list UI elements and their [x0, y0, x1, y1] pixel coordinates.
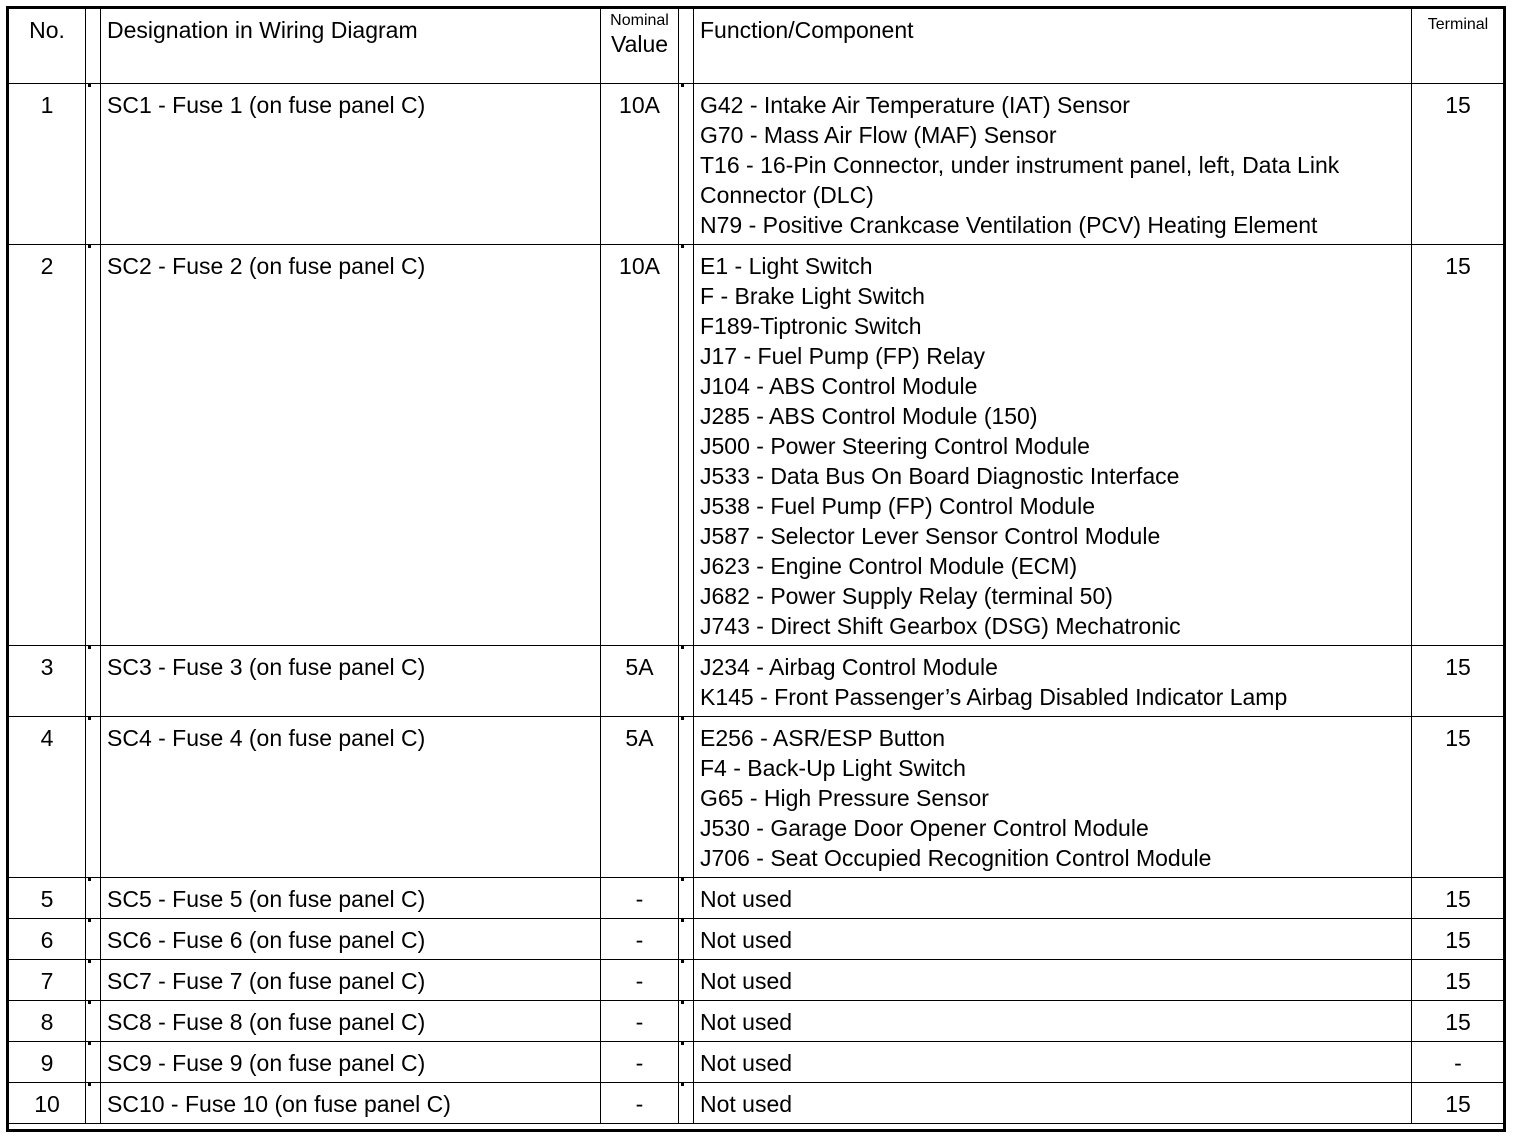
row-terminal: 15 — [1412, 960, 1505, 1001]
row-functions — [694, 646, 1412, 717]
tick-mark — [681, 1083, 684, 1086]
row-nominal-value: - — [601, 1083, 679, 1124]
spacer-cell — [86, 646, 101, 717]
function-item: J623 - Engine Control Module (ECM) — [700, 553, 1078, 579]
table-row — [9, 717, 1505, 878]
tick-mark — [681, 646, 684, 649]
row-terminal: 15 — [1412, 1001, 1505, 1042]
row-nominal-value: - — [601, 1001, 679, 1042]
table-row — [9, 960, 1505, 1001]
tick-mark — [88, 960, 91, 963]
header-spacer — [679, 9, 694, 84]
tick-mark — [88, 878, 91, 881]
row-number: 3 — [9, 646, 86, 717]
function-item: Not used — [700, 927, 793, 953]
function-item: Not used — [700, 1091, 793, 1117]
function-item: F189-Tiptronic Switch — [700, 313, 922, 339]
tick-mark — [681, 717, 684, 720]
header-terminal: Terminal — [1412, 9, 1505, 84]
spacer-cell — [679, 878, 694, 919]
header-spacer — [86, 9, 101, 84]
row-number: 1 — [9, 84, 86, 245]
row-nominal-value: - — [601, 878, 679, 919]
row-functions — [694, 717, 1412, 878]
function-item: Not used — [700, 1050, 793, 1076]
spacer-cell — [86, 878, 101, 919]
spacer-cell — [679, 960, 694, 1001]
spacer-cell — [679, 1083, 694, 1124]
row-functions — [694, 1042, 1412, 1083]
row-nominal-value: 5A — [601, 646, 679, 717]
row-functions — [694, 960, 1412, 1001]
row-number: 10 — [9, 1083, 86, 1124]
header-value-label: Value — [610, 31, 669, 57]
row-terminal: 15 — [1412, 717, 1505, 878]
function-item: J285 - ABS Control Module (150) — [700, 403, 1038, 429]
row-designation: SC8 - Fuse 8 (on fuse panel C) — [101, 1001, 601, 1042]
function-item: E256 - ASR/ESP Button — [700, 725, 946, 751]
table-row — [9, 1083, 1505, 1124]
function-item: T16 - 16-Pin Connector, under instrument panel, left, Data Link Connector (DLC) — [700, 152, 1340, 208]
function-item: J530 - Garage Door Opener Control Module — [700, 815, 1149, 841]
tick-mark — [88, 646, 91, 649]
row-nominal-value: - — [601, 1042, 679, 1083]
row-designation: SC4 - Fuse 4 (on fuse panel C) — [101, 717, 601, 878]
tick-mark — [88, 1001, 91, 1004]
spacer-cell — [679, 646, 694, 717]
function-item: J587 - Selector Lever Sensor Control Module — [700, 523, 1161, 549]
row-number: 8 — [9, 1001, 86, 1042]
function-item: J682 - Power Supply Relay (terminal 50) — [700, 583, 1113, 609]
spacer-cell — [86, 960, 101, 1001]
table-row — [9, 919, 1505, 960]
tick-mark — [88, 919, 91, 922]
function-item: J743 - Direct Shift Gearbox (DSG) Mechatronic — [700, 613, 1181, 639]
function-item: J500 - Power Steering Control Module — [700, 433, 1090, 459]
tick-mark — [681, 84, 684, 87]
function-item: J533 - Data Bus On Board Diagnostic Interface — [700, 463, 1180, 489]
fuse-table — [8, 8, 1505, 1124]
row-designation: SC1 - Fuse 1 (on fuse panel C) — [101, 84, 601, 245]
spacer-cell — [86, 245, 101, 646]
row-terminal: 15 — [1412, 646, 1505, 717]
table-row — [9, 878, 1505, 919]
function-item: K145 - Front Passenger’s Airbag Disabled Indicator Lamp — [700, 684, 1288, 710]
row-terminal: 15 — [1412, 919, 1505, 960]
row-designation: SC5 - Fuse 5 (on fuse panel C) — [101, 878, 601, 919]
table-row — [9, 245, 1505, 646]
function-item: F - Brake Light Switch — [700, 283, 925, 309]
row-nominal-value: 10A — [601, 245, 679, 646]
row-functions — [694, 919, 1412, 960]
function-item: G42 - Intake Air Temperature (IAT) Sensor — [700, 92, 1130, 118]
tick-mark — [88, 717, 91, 720]
row-nominal-value: 5A — [601, 717, 679, 878]
function-item: J706 - Seat Occupied Recognition Control Module — [700, 845, 1212, 871]
row-designation: SC2 - Fuse 2 (on fuse panel C) — [101, 245, 601, 646]
table-row — [9, 84, 1505, 245]
row-designation: SC7 - Fuse 7 (on fuse panel C) — [101, 960, 601, 1001]
row-number: 9 — [9, 1042, 86, 1083]
function-item: N79 - Positive Crankcase Ventilation (PCV) Heating Element — [700, 212, 1318, 238]
header-nominal-value — [601, 9, 679, 84]
spacer-cell — [86, 1042, 101, 1083]
row-functions — [694, 84, 1412, 245]
tick-mark — [681, 1042, 684, 1045]
header-designation: Designation in Wiring Diagram — [101, 9, 601, 84]
row-nominal-value: - — [601, 919, 679, 960]
row-number: 4 — [9, 717, 86, 878]
spacer-cell — [679, 717, 694, 878]
spacer-cell — [679, 1001, 694, 1042]
tick-mark — [88, 1083, 91, 1086]
function-item: J538 - Fuel Pump (FP) Control Module — [700, 493, 1095, 519]
row-number: 5 — [9, 878, 86, 919]
row-terminal: 15 — [1412, 245, 1505, 646]
row-designation: SC9 - Fuse 9 (on fuse panel C) — [101, 1042, 601, 1083]
row-terminal: 15 — [1412, 878, 1505, 919]
tick-mark — [681, 960, 684, 963]
row-designation: SC10 - Fuse 10 (on fuse panel C) — [101, 1083, 601, 1124]
row-nominal-value: 10A — [601, 84, 679, 245]
table-header-row — [9, 9, 1505, 84]
spacer-cell — [86, 1001, 101, 1042]
row-number: 6 — [9, 919, 86, 960]
row-designation: SC3 - Fuse 3 (on fuse panel C) — [101, 646, 601, 717]
row-terminal: - — [1412, 1042, 1505, 1083]
spacer-cell — [679, 919, 694, 960]
row-number: 2 — [9, 245, 86, 646]
spacer-cell — [679, 1042, 694, 1083]
function-item: Not used — [700, 886, 793, 912]
spacer-cell — [679, 84, 694, 245]
table-row — [9, 1042, 1505, 1083]
tick-mark — [88, 245, 91, 248]
row-functions — [694, 878, 1412, 919]
tick-mark — [681, 245, 684, 248]
header-no: No. — [9, 9, 86, 84]
header-nominal-label: Nominal — [610, 12, 669, 29]
function-item: F4 - Back-Up Light Switch — [700, 755, 966, 781]
table-body — [9, 84, 1505, 1124]
spacer-cell — [86, 919, 101, 960]
function-item: J234 - Airbag Control Module — [700, 654, 998, 680]
function-item: J104 - ABS Control Module — [700, 373, 978, 399]
function-item: J17 - Fuel Pump (FP) Relay — [700, 343, 986, 369]
spacer-cell — [86, 1083, 101, 1124]
spacer-cell — [679, 245, 694, 646]
row-terminal: 15 — [1412, 1083, 1505, 1124]
spacer-cell — [86, 717, 101, 878]
function-item: G65 - High Pressure Sensor — [700, 785, 989, 811]
row-functions — [694, 1001, 1412, 1042]
tick-mark — [88, 1042, 91, 1045]
tick-mark — [681, 878, 684, 881]
tick-mark — [88, 84, 91, 87]
function-item: E1 - Light Switch — [700, 253, 873, 279]
row-functions — [694, 245, 1412, 646]
tick-mark — [681, 919, 684, 922]
spacer-cell — [86, 84, 101, 245]
row-terminal: 15 — [1412, 84, 1505, 245]
function-item: G70 - Mass Air Flow (MAF) Sensor — [700, 122, 1057, 148]
row-designation: SC6 - Fuse 6 (on fuse panel C) — [101, 919, 601, 960]
tick-mark — [681, 1001, 684, 1004]
function-item: Not used — [700, 1009, 793, 1035]
row-number: 7 — [9, 960, 86, 1001]
header-function: Function/Component — [694, 9, 1412, 84]
function-item: Not used — [700, 968, 793, 994]
row-nominal-value: - — [601, 960, 679, 1001]
table-row — [9, 646, 1505, 717]
table-row — [9, 1001, 1505, 1042]
row-functions — [694, 1083, 1412, 1124]
